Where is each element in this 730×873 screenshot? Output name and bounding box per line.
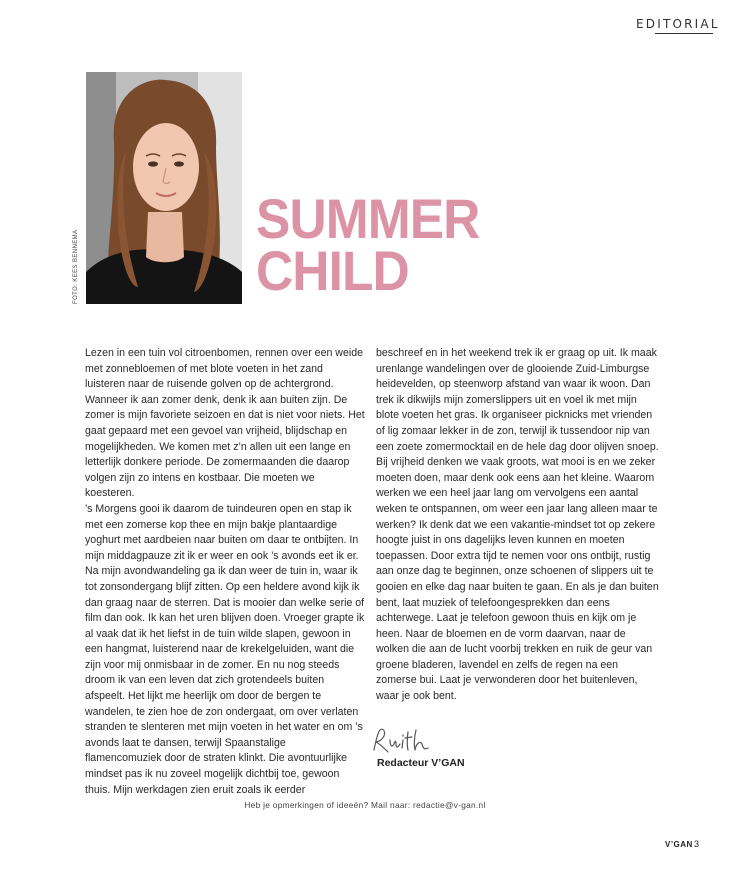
magazine-name: V’GAN bbox=[665, 840, 693, 849]
portrait-illustration bbox=[86, 72, 242, 304]
article-title bbox=[256, 187, 480, 302]
body-paragraph: ’s Morgens gooi ik daarom de tuindeuren open en stap ik met een zomerse kop thee en mijn bakje plantaardige yoghurt met aardbeien naar buiten om daar te ontbijten. In mijn middagpauze zit ik er weer en ook ’s avonds eet ik er. Na mijn avondwandeling ga ik dan weer de tuin in, waar ik tot zonsondergang blijf zitten. Op een heldere avond kijk ik dan graag naar de sterren. Dat is mooier dan welke serie of film dan ook. Ik kan het uren blijven doen. Vroeger grapte ik al vaak dat ik het liefst in de tuin wilde slapen, gewoon in een hangmat, luisterend naar de krekelgeluiden, want die zijn voor mij onmisbaar in de zomer. En nu nog steeds droom ik van een leven dat zich grotendeels buiten afspeelt. Het lijkt me heerlijk om door de bergen te wandelen, te zien hoe de zon ondergaat, om over verlaten stranden te slenteren met mijn voeten in het water en om ’s avonds laat te dansen, terwijl Spaanstalige flamencomuziek door de straten klinkt. Die avontuurlijke mindset pas ik nu zoveel mogelijk dichtbij toe, gewoon thuis. Mijn werkdagen zien eruit zoals ik eerder bbox=[85, 502, 365, 796]
body-paragraph: Lezen in een tuin vol citroenbomen, rennen over een weide met zonnebloemen of met blote voeten in het zand luisteren naar de ruisende golven op de achtergrond. Wanneer ik aan zomer denk, denk ik aan buiten zijn. De zomer is mijn favoriete seizoen en dat is niet voor niets. Het gaat gepaard met een gevoel van vrijheid, blijdschap en mogelijkheden. We komen met z’n allen uit een lange en letterlijk donkere periode. De zomermaanden die daarop volgen zijn zo intens en kostbaar. Die moeten we koesteren. bbox=[85, 347, 365, 500]
footer-contact-note: Heb je opmerkingen of ideeën? Mail naar: redactie@v-gan.nl bbox=[244, 800, 486, 810]
portrait-photo bbox=[86, 72, 242, 304]
body-paragraph: beschreef en in het weekend trek ik er graag op uit. Ik maak urenlange wandelingen over de glooiende Zuid-Limburgse heidevelden, op steenworp afstand van waar ik woon. Dan trek ik dikwijls mijn zomerslippers uit en voel ik met mijn blote voeten het gras. Ik organiseer picknicks met vrienden of lig zomaar lekker in de zon, terwijl ik tussendoor nip van een zoete zomermocktail en de hele dag door olijven snoep. Bij vrijheid denken we vaak groots, wat mooi is en we zeker moeten doen, maar denk ook eens aan het kleine. Waarom werken we een heel jaar lang om vervolgens een aantal weken te ontspannen, om weer een jaar lang alleen maar te werken? Ik denk dat we een vakantie-mindset tot op zekere hoogte juist in ons dagelijks leven kunnen en moeten toepassen. Door extra tijd te nemen voor ons ontbijt, rustig aan onze dag te beginnen, onze schoenen of slippers uit te gooien en elke dag naar buiten te gaan. En als je dan buiten bent, laat muziek of telefoongesprekken dan eens achterwege. Laat je telefoon gewoon thuis en kijk om je heen. Naar de bloemen en de vorm daarvan, naar de wolken die aan de lucht voorbij trekken en ruik de geur van groene bladeren, lavendel en zelfs de regen na een zomerse bui. Laat je verwonderen door het buitenleven, waar je ook bent. bbox=[376, 347, 659, 703]
body-column-right bbox=[376, 346, 660, 705]
section-rule bbox=[655, 33, 713, 34]
title-line-1: SUMMER bbox=[256, 187, 480, 250]
title-line-2: CHILD bbox=[256, 239, 409, 302]
body-column-left bbox=[85, 346, 365, 798]
author-credit: Redacteur V’GAN bbox=[377, 757, 465, 769]
page-number: 3 bbox=[694, 839, 700, 849]
section-tag: EDITORIAL bbox=[636, 17, 720, 31]
photo-credit: FOTO: KEES BENNEMA bbox=[73, 229, 79, 304]
signature-image bbox=[370, 726, 432, 756]
